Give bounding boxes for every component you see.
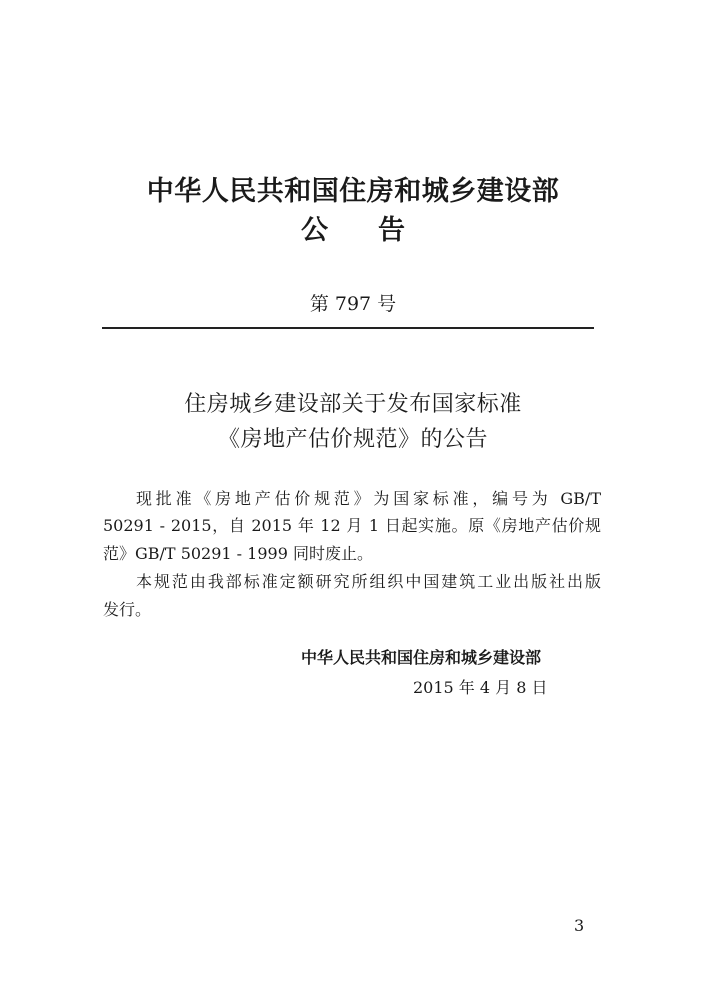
header-divider <box>102 327 594 329</box>
body-paragraph-1-line-3: 范》GB/T 50291 - 1999 同时废止。 <box>103 544 373 563</box>
issue-number: 第 797 号 <box>309 293 397 315</box>
body-paragraph-1-line-2: 50291 - 2015，自 2015 年 12 月 1 日起实施。原《房地产估价规 <box>103 516 601 535</box>
body-paragraph-2-line-1: 本规范由我部标准定额研究所组织中国建筑工业出版社出版 <box>136 572 601 591</box>
body-paragraph-2-line-2: 发行。 <box>103 600 152 619</box>
signing-authority: 中华人民共和国住房和城乡建设部 <box>301 648 542 667</box>
notice-title: 公告 <box>301 215 455 246</box>
announcement-headline-line-2: 《房地产估价规范》的公告 <box>217 427 488 452</box>
signing-date: 2015 年 4 月 8 日 <box>413 678 548 697</box>
issuing-authority-title: 中华人民共和国住房和城乡建设部 <box>146 176 560 207</box>
page-number: 3 <box>574 916 585 935</box>
announcement-headline-line-1: 住房城乡建设部关于发布国家标准 <box>184 392 522 417</box>
body-paragraph-1-line-1: 现批准《房地产估价规范》为国家标准，编号为 GB/T <box>136 489 601 508</box>
